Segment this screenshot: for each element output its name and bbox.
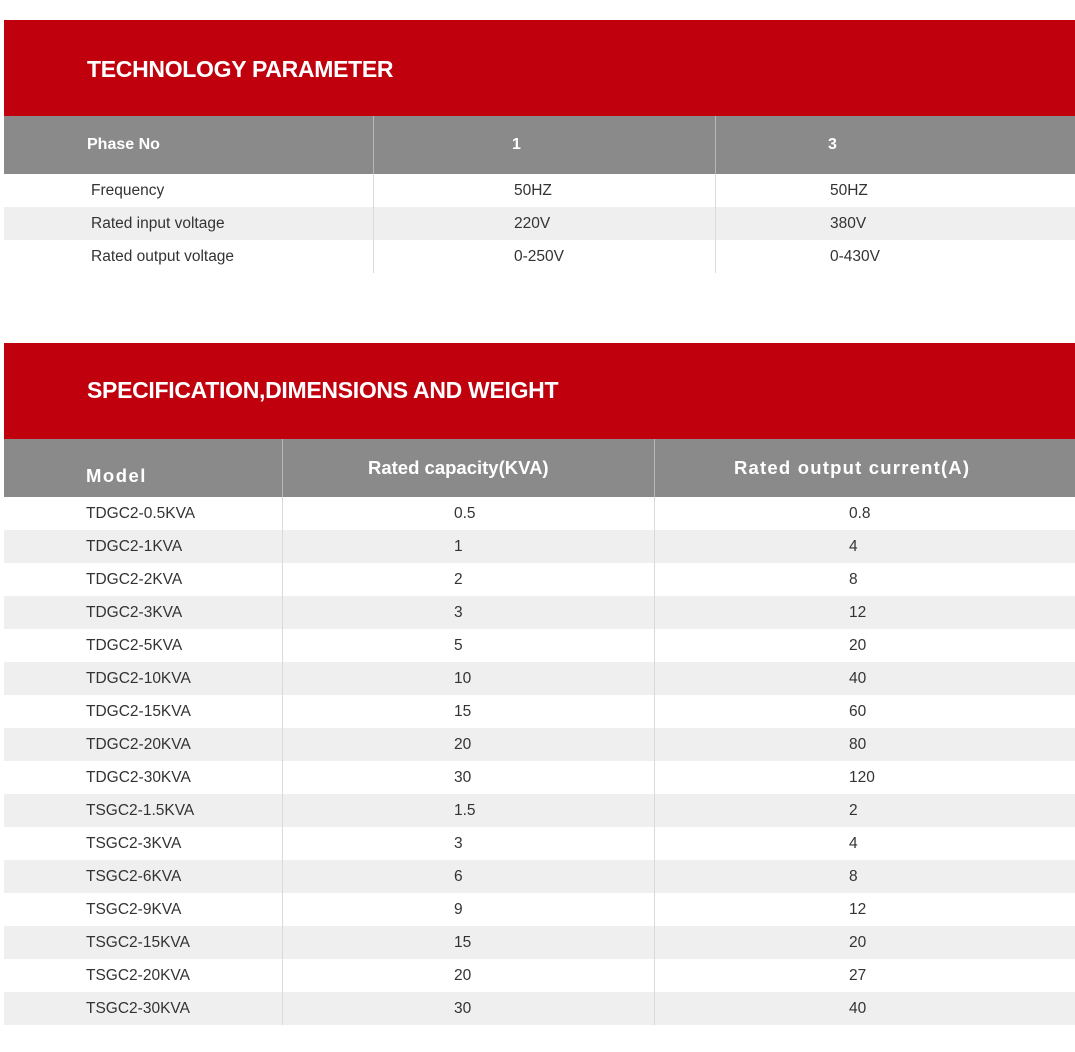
cell-col-1: TSGC2-30KVA: [86, 1000, 190, 1017]
cell-col-2: 0-250V: [514, 248, 564, 265]
table-row: [4, 794, 1075, 827]
table-row: [4, 695, 1075, 728]
cell-col-1: TSGC2-3KVA: [86, 835, 182, 852]
column-divider: [715, 174, 716, 273]
cell-col-3: 2: [849, 802, 858, 819]
spec-header-model: Model: [86, 465, 147, 486]
tech-header-1: 1: [512, 136, 521, 153]
cell-col-2: 3: [454, 604, 463, 621]
cell-col-3: 50HZ: [830, 182, 868, 199]
table-row: [4, 497, 1075, 530]
cell-col-3: 40: [849, 1000, 867, 1017]
table-row: [4, 563, 1075, 596]
table-row: [4, 596, 1075, 629]
column-divider: [715, 116, 716, 174]
cell-col-2: 1: [454, 538, 463, 555]
cell-col-3: 20: [849, 637, 867, 654]
cell-col-1: TDGC2-1KVA: [86, 538, 183, 555]
table-row: [4, 629, 1075, 662]
cell-col-2: 10: [454, 670, 472, 687]
cell-col-2: 9: [454, 901, 463, 918]
cell-col-2: 220V: [514, 215, 551, 232]
cell-col-1: Rated output voltage: [91, 248, 235, 265]
cell-col-2: 15: [454, 934, 472, 951]
table-row: [4, 860, 1075, 893]
cell-col-2: 30: [454, 1000, 472, 1017]
tech-title: TECHNOLOGY PARAMETER: [87, 56, 394, 82]
cell-col-2: 20: [454, 736, 472, 753]
table-row: [4, 827, 1075, 860]
cell-col-3: 0-430V: [830, 248, 880, 265]
cell-col-1: TDGC2-20KVA: [86, 736, 191, 753]
cell-col-3: 120: [849, 769, 875, 786]
column-divider: [654, 497, 655, 1025]
cell-col-3: 4: [849, 538, 858, 555]
spec-header-capacity: Rated capacity(KVA): [368, 457, 549, 478]
tech-header-row: [4, 116, 1075, 174]
cell-col-3: 20: [849, 934, 867, 951]
cell-col-3: 12: [849, 901, 867, 918]
cell-col-2: 2: [454, 571, 463, 588]
column-divider: [373, 116, 374, 174]
cell-col-1: TSGC2-15KVA: [86, 934, 190, 951]
table-row: [4, 207, 1075, 240]
table-row: [4, 728, 1075, 761]
cell-col-1: TDGC2-10KVA: [86, 670, 191, 687]
cell-col-1: Rated input voltage: [91, 215, 225, 232]
cell-col-3: 27: [849, 967, 867, 984]
cell-col-1: TDGC2-0.5KVA: [86, 505, 196, 522]
spec-header-current: Rated output current(A): [734, 457, 971, 478]
cell-col-1: Frequency: [91, 182, 165, 199]
tech-banner: [4, 20, 1075, 116]
cell-col-2: 3: [454, 835, 463, 852]
cell-col-1: TSGC2-1.5KVA: [86, 802, 195, 819]
column-divider: [373, 174, 374, 273]
column-divider: [654, 439, 655, 497]
table-row: [4, 761, 1075, 794]
cell-col-3: 8: [849, 571, 858, 588]
cell-col-3: 60: [849, 703, 867, 720]
table-row: [4, 174, 1075, 207]
cell-col-1: TSGC2-20KVA: [86, 967, 190, 984]
cell-col-3: 8: [849, 868, 858, 885]
cell-col-2: 0.5: [454, 505, 476, 522]
cell-col-3: 0.8: [849, 505, 871, 522]
cell-col-1: TDGC2-5KVA: [86, 637, 183, 654]
table-row: [4, 662, 1075, 695]
cell-col-2: 15: [454, 703, 472, 720]
cell-col-2: 5: [454, 637, 463, 654]
spec-title: SPECIFICATION,DIMENSIONS AND WEIGHT: [87, 377, 559, 403]
cell-col-1: TSGC2-9KVA: [86, 901, 182, 918]
cell-col-1: TDGC2-30KVA: [86, 769, 191, 786]
cell-col-3: 380V: [830, 215, 867, 232]
spec-banner: [4, 343, 1075, 439]
cell-col-2: 30: [454, 769, 472, 786]
cell-col-1: TSGC2-6KVA: [86, 868, 182, 885]
cell-col-3: 4: [849, 835, 858, 852]
cell-col-2: 1.5: [454, 802, 476, 819]
table-row: [4, 992, 1075, 1025]
table-row: [4, 240, 1075, 273]
cell-col-3: 12: [849, 604, 867, 621]
table-row: [4, 959, 1075, 992]
column-divider: [282, 439, 283, 497]
tech-header-phase: Phase No: [87, 136, 160, 153]
cell-col-3: 40: [849, 670, 867, 687]
column-divider: [282, 497, 283, 1025]
table-row: [4, 530, 1075, 563]
cell-col-1: TDGC2-2KVA: [86, 571, 183, 588]
cell-col-2: 50HZ: [514, 182, 552, 199]
tech-header-3: 3: [828, 136, 837, 153]
cell-col-1: TDGC2-15KVA: [86, 703, 191, 720]
cell-col-2: 20: [454, 967, 472, 984]
cell-col-2: 6: [454, 868, 463, 885]
table-row: [4, 893, 1075, 926]
cell-col-1: TDGC2-3KVA: [86, 604, 183, 621]
table-row: [4, 926, 1075, 959]
cell-col-3: 80: [849, 736, 867, 753]
spec-header-row: [4, 439, 1075, 497]
